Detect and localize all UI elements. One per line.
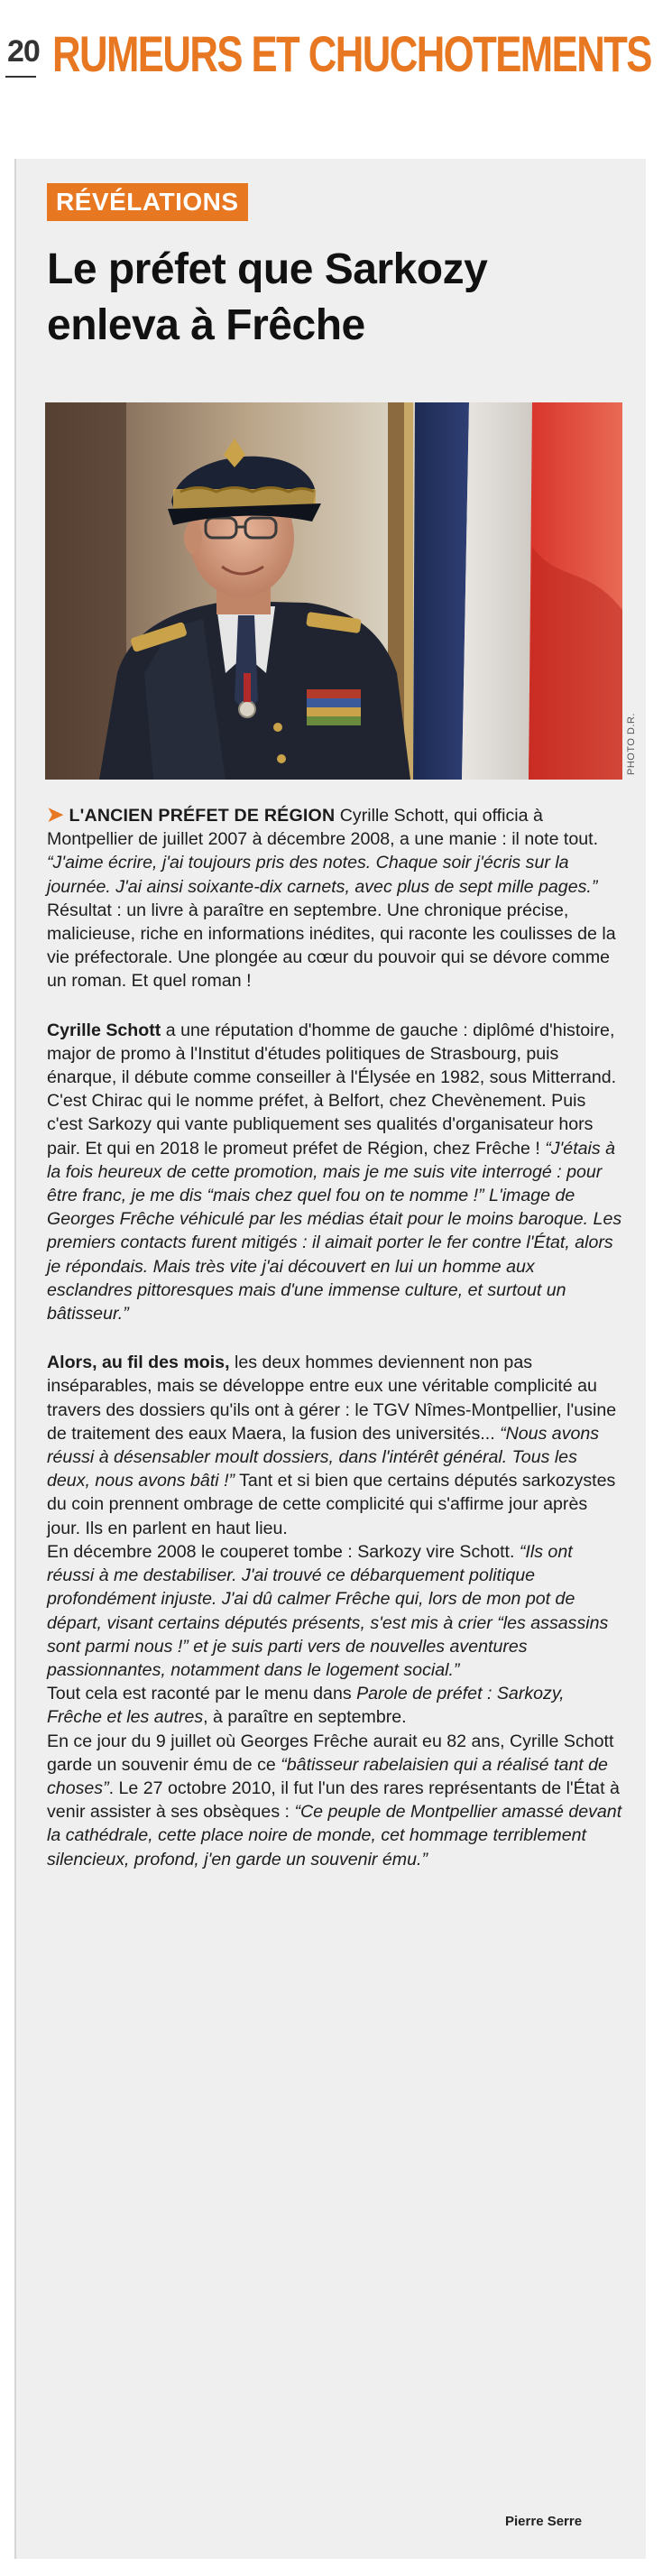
paragraph-3-text-a: les deux hommes deviennent non pas inséparables, mais se développe entre eux une véritable complicité au travers des dossiers qu'ils ont à gérer : le TGV Nîmes-Montpellier, l'usine de traitement des eaux Maera, la fusion des universités... (47, 1353, 617, 1444)
photo-credit: PHOTO D.R. (626, 713, 637, 775)
paragraph-3-quote: “Nous avons réussi à désensabler moult dossiers, dans l'intérêt général. Tous les deux, nous avons bâti !” (47, 1423, 600, 1491)
page-number: 20 (7, 34, 40, 69)
photo-prefect-in-uniform (45, 402, 622, 780)
paragraph-3 (47, 1351, 622, 1540)
paragraph-6 (47, 1730, 622, 1871)
article-body (47, 803, 622, 1871)
paragraph-3-text-b: Tant et si bien que certains députés sarkozystes du coin prennent ombrage de cette complicité qui s'affirme jour après jour. Ils en parlent en haut lieu. (47, 1471, 616, 1538)
paragraph-6-text-a: En ce jour du 9 juillet où Georges Frêche aurait eu 82 ans, Cyrille Schott garde un souvenir ému de ce (47, 1731, 614, 1775)
paragraph-4 (47, 1540, 622, 1682)
arrow-right-icon: ➤ (47, 803, 64, 826)
paragraph-3-lead: Alors, au fil des mois, (47, 1353, 230, 1373)
paragraph-4-text-a: En décembre 2008 le couperet tombe : Sarkozy vire Schott. (47, 1541, 520, 1562)
paragraph-4-quote: “Ils ont réussi à me destabiliser. J'ai trouvé ce débarquement politique profondément injuste. J'ai dû calmer Frêche qui, lors de mon pot de départ, visant certains députés présents, s'est mis à crier “les assassins sont parmi nous !” et je suis parti vers de nouvelles aventures passionnantes, notamment dans le logement social.” (47, 1541, 609, 1680)
page-header (0, 0, 672, 87)
headline-line-2: enleva à Frêche (47, 301, 365, 349)
paragraph-2-quote: “J'étais à la fois heureux de cette promotion, mais je me suis vite interrogé : pour être franc, je me dis “mais chez quel fou on te nomme !” L'image de Georges Frêche véhiculé par les médias était pour le moins baroque. Les premiers contacts furent mitigés : il aimait porter le fer contre l'État, alors je répondais. Mais très vite j'ai découvert en lui un homme aux esclandres pittoresques mais d'une immense culture, et surtout un bâtisseur.” (47, 1138, 622, 1325)
paragraph-5-text-a: Tout cela est raconté par le menu dans (47, 1684, 357, 1704)
paragraph-5 (47, 1682, 622, 1729)
headline-line-1: Le préfet que Sarkozy (47, 245, 488, 293)
paragraph-2-lead: Cyrille Schott (47, 1020, 161, 1040)
paragraph-1-text-a: Cyrille Schott, qui officia à Montpellier de juillet 2007 à décembre 2008, a une manie : il note tout. (47, 806, 599, 850)
paragraph-1-quote: “J'aime écrire, j'ai toujours pris des notes. Chaque soir j'écris sur la journée. J'ai ainsi soixante-dix carnets, avec plus de sept mille pages.” (47, 853, 598, 897)
paragraph-6-quote-b: “Ce peuple de Montpellier amassé devant la cathédrale, cette place noire de monde, cet hommage terriblement silencieux, profond, j'en garde un souvenir ému.” (47, 1802, 622, 1870)
paragraph-5-text-b: , à paraître en septembre. (203, 1707, 407, 1728)
book-title: Parole de préfet : Sarkozy, Frêche et les autres (47, 1684, 565, 1728)
paragraph-6-quote-a: “bâtisseur rabelaisien qui a réalisé tant de choses” (47, 1754, 608, 1798)
article-headline (47, 242, 624, 354)
article-kicker: RÉVÉLATIONS (47, 183, 248, 221)
paragraph-gap (47, 993, 622, 1019)
paragraph-gap (47, 1325, 622, 1351)
article-photo (45, 402, 622, 780)
paragraph-2 (47, 1019, 622, 1326)
paragraph-1-lead: L'ANCIEN PRÉFET DE RÉGION (69, 806, 336, 826)
paragraph-1 (47, 803, 622, 993)
paragraph-2-text-a: a une réputation d'homme de gauche : diplômé d'histoire, major de promo à l'Institut d'études politiques de Strasbourg, puis énarque, il débute comme conseiller à l'Élysée en 1982, sous Mitterrand. C'est Chirac qui le nomme préfet, à Belfort, chez Chevènement. Puis c'est Sarkozy qui vante publiquement ses qualités d'organisateur hors pair. Et qui en 2018 le promeut préfet de Région, chez Frêche ! (47, 1020, 617, 1159)
section-rubric: RUMEURS ET CHUCHOTEMENTS (52, 25, 651, 82)
page-number-rule (5, 76, 36, 78)
paragraph-6-text-b: . Le 27 octobre 2010, il fut l'un des rares représentants de l'État à venir assister à ses obsèques : (47, 1777, 620, 1823)
paragraph-1-text-b: Résultat : un livre à paraître en septembre. Une chronique précise, malicieuse, riche en informations inédites, qui raconte les coulisses de la vie préfectorale. Une plongée au cœur du pouvoir qui se dévore comme un roman. Et quel roman ! (47, 900, 616, 992)
author-signature: Pierre Serre (505, 2514, 583, 2529)
